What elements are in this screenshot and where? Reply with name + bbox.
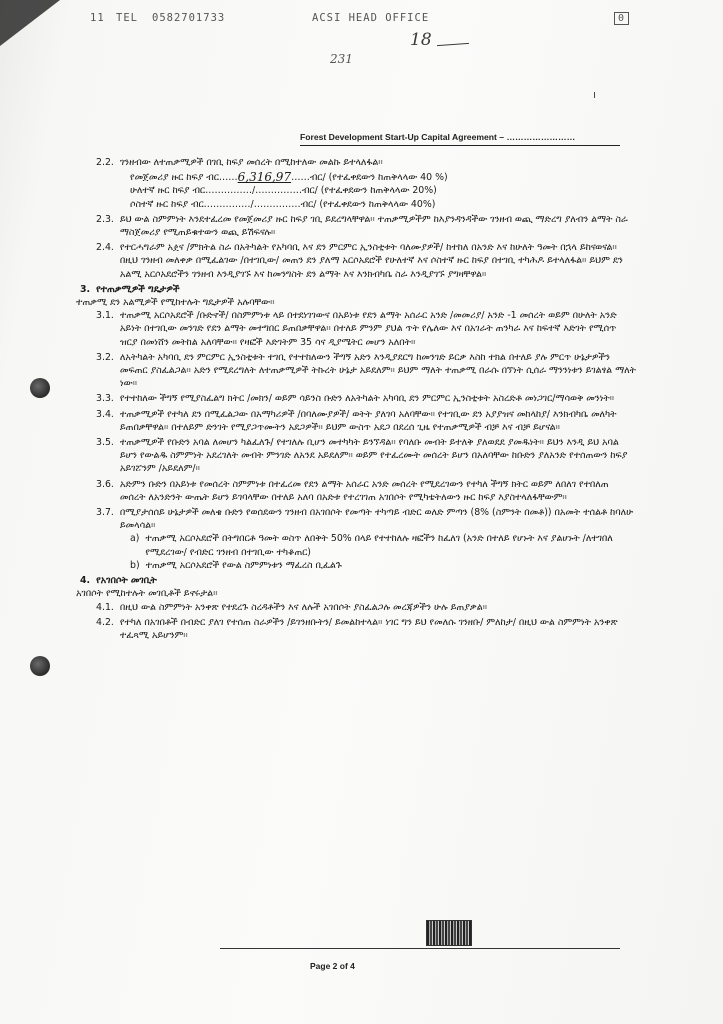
- clause-3-3: [76, 392, 636, 405]
- clause-number: 3.4.: [96, 408, 114, 420]
- installment-line-3: [76, 198, 636, 211]
- handwritten-small-number: 231: [330, 52, 353, 66]
- section-number: 3.: [80, 283, 91, 295]
- section-4-intro: አገበሶት የሚከተሉት መገቢቶች ይኖሩታል።: [76, 588, 218, 600]
- section-3-intro: ተጠቃሚ ደን አልሚዎች የሚከተሉት ግዴታዎች አሉባቸው።: [76, 297, 275, 309]
- clause-text: ተጠቃሚዎች የቡድን አባል ለመሆን ካልፈለጉ/ የተገለሉ ቢሆን መተካካት ይንኘዳል። የባለቡ መብት ይተለቅ ያለወደደ ያመዱነት። ይህን እንዲ ይህ አባል ይሆን የውልዱ ስምምነት አደረገለት መብት ምንገድ ለአንደ አይደለም። ወይም የተፈረሙት መሰረት ይሆን በአለባቸው ከቡድን ያለአንድ የተሰጠውን ከፍያ አይገፘንም /አይደለም/።: [119, 437, 628, 475]
- clause-text: ይህ ውል ስምምነት እንደተፈረመ የመጀመሪያ ዙር ከፍያ ገቢ ይደረግላቸዋል። ተጠቃሚዎችም ከእያንዳንዳችው ገንዘብ ወጪ ማድረግ ያለብን ልማት ስራ ማስጀመሪያ የሚጠይቁተውን ወጪ ይሽፍናሉ።: [119, 213, 628, 239]
- section-title: የተጠቃሚዎች ግዴታዎች: [96, 283, 180, 295]
- folded-corner: [0, 0, 60, 46]
- section-number: 4.: [80, 575, 91, 587]
- section-title: የአገበሶት መገቢት: [96, 575, 157, 587]
- clause-3-5: [76, 436, 636, 476]
- section-3-heading: [80, 283, 636, 296]
- installment-line-1: [76, 171, 636, 184]
- clause-3-4: [76, 408, 636, 434]
- fax-page-box: 0: [614, 12, 629, 25]
- clause-4-1: [76, 601, 636, 614]
- clause-2-2: [76, 156, 636, 169]
- installment-text: የመጀመሪያ ዙር ከፍያ ብር……: [130, 172, 238, 184]
- installment-text-end: ……ብር/ (የተፈቀደውን ከጠቅላላው 40 %): [291, 172, 448, 184]
- installment-text: ሶስተኛ ዙር ከፍያ ብር……………/……………ብር/ (የተፈቀደውን ከጠቅላላው 40%): [130, 198, 436, 210]
- clause-number: 3.3.: [96, 393, 114, 405]
- clause-text: በሚያታሰሰይ ሁኔታዎች መለቄ ቡድን የወሰደውን ገንዘብ በአገበሶት የመጣት ተካጣይ ብድር ወለድ ምጣን (8% (ስምንት በመቶ)) በአመት ተሰልቶ ከባለሁ ይመላሳል።: [119, 507, 634, 532]
- document-body: [76, 156, 636, 644]
- clause-3-6: [76, 478, 636, 504]
- clause-text: ለአትካልት አካባቢ ደን ምርምር ኢንስቲቱት ተገቢ የተተከለውን ችግኝ አድን እንዲያደርግ ከመንገድ ይርቃ እስከ ተክል በተለይ ያሉ ምርጥ ሁኔታዎችን መፍጠር ያስፈልጋል። አድን የሚደረግለት ለተጠቃሚዎች ትኩረት ሁኔታ አይደለም። ይህም ማለት ተጠቃሚ በራሱ በኘነት ሲሰራ ማንንነቱን ይገልፃል ማለት ነው።: [119, 351, 636, 390]
- clause-number: 3.1.: [96, 310, 114, 322]
- clause-text: ገንዘብው ለተጠቃሚዎች በገቢ ከፍያ መሰረት በሚከተለው መልኩ ይተላለፋል።: [119, 157, 383, 168]
- clause-2-4: [76, 241, 636, 281]
- clause-number: 2.4.: [96, 242, 114, 254]
- clause-number: 3.5.: [96, 437, 114, 449]
- clause-number: 4.2.: [96, 616, 114, 628]
- clause-text: በዚህ ውል ስምምነት አንቀጽ የተደረጉ ስረዳቶችን እና ለሉች አገበሶት ያስፈልጋሉ መረጃዎችን ሁሉ ይጠያቃል።: [119, 601, 488, 613]
- installment-text: ሁለተኛ ዙር ከፍያ ብር……………/……………ብር/ (የተፈቀደውን ከጠቅላላው 20%): [130, 185, 437, 197]
- sub-clause-text: ተጠቃሚ አርሶአደሮች በትግበርቶ ዓመት ወስጥ ለበቅት 50% በላይ የተተከለሉ ዛፎችን ከፈለገ (አንድ በተለይ የሆኑት እና ያልሆኑት /ለተገበለ የሚደረገው/ የብድር ገንዘብ በተገቢው ተካቆጠር): [145, 533, 613, 558]
- clause-number: 3.2.: [96, 351, 114, 363]
- clause-text: ተጠቃሚ አርሶአደሮች /ቡድኖች/ በስምምነቱ ላይ በተደነገገውና በአይነቱ የደን ልማት አሰራር አንድ /መመሪያ/ አንድ -1 መሰረት ወይም በሁለት አንድ አይነት በተገቢው መንገድ የደን ልማት መተግበር ይጠበቃቸዋል። በተለይ ምንም ያህል ጥት የሌለው እና በአገራት ጠንካራ እና ከፍተኛ እድገት የሚሰጥ ዝርያ በመነሸን መትከል አለባቸው። የዛፎች እድገትም 35 ሳና ዲያሜትር መሆን አለበት።: [119, 310, 617, 348]
- section-4-heading: [80, 574, 636, 587]
- clause-text: አድምን ቡድን በአይነቱ የመሰረት ስምምነቱ በተፈረመ የደን ልማት አሰራር አንድ መሰረት የሚደረገውን የተካለ ችግኝ ክትር ወይም ለበለገ የተበለጠ መሰረት ለአንድንት ውጤት ይሆን ይገባላቸው በተለይ አለባ በአድቱ የተረገገጠ አገበሶት የሚካቴትለውን ዙር ከፍያ እያስተላለፋቸውም።: [119, 478, 609, 503]
- clause-number: 3.7.: [96, 507, 114, 519]
- punch-hole: [30, 656, 50, 676]
- clause-text: የተተከለው ችግኝ የሚያስፈልግ ክትር /መክን/ ወይም ሳይንስ ቡድን ለአትካልት አካባቢ ደን ምርምር ኢንስቲቱት አስረድቶ መነጋገር/ማሳወቅ መንነት።: [119, 393, 615, 405]
- fax-tel-label: TEL: [116, 12, 138, 24]
- installment-line-2: [76, 184, 636, 197]
- handwritten-amount: 6,316,97: [237, 170, 292, 185]
- initials-stamp: [426, 920, 472, 946]
- clause-4-2: [76, 616, 636, 642]
- clause-3-7-b: [76, 559, 636, 572]
- clause-number: 2.3.: [96, 213, 114, 225]
- fax-tel-number: 0582701733: [152, 12, 226, 24]
- clause-number: 3.6.: [96, 478, 114, 490]
- clause-number: 2.2.: [96, 157, 114, 168]
- punch-hole: [30, 378, 50, 398]
- clause-text: የተርሓግራም አዸና /ምክትል ስራ በአትካልት የአካባቢ እና ደን ምርምር ኢንስቲቱት ባለሙያዎች/ ከተከለ በአንድ እና ከሁለት ዓመት በኋላ ይከናወናል። በዚህ ገንዘብ መለቀቃ በሚፈልገው /በተገቢው/ መጠን ደን ያለማ አርሶአደሮች የሁለተኛ እና ሶስተኛ ዙር ከፍያ በተገቢ ተካሕዶ ይተላለፋል። ይህም ደን አልሚ አርሶአደሮችን ገንዘብ እንዲያገኙ እና ከመንግስት ደን ልማት እና እንክብካቤ ስራ እንዲያገኙ ያግዛቸዋል።: [119, 242, 623, 280]
- clause-text: ተጠቃሚዎች የተካለ ደን በሚፈልጋው በአማካሪዎች /በባለሙያዎች/ ወትት ያለገባ አለባቸው። የተገቢው ደን አያያዝና መከላከያ/ እንክብካቤ መለካት ይጠበቃቸዋል። በተለይም ድንገት የሚያጋጥሙትን አደጋዎች። ይህም ውስጥ አደጋ በደረሰ ጊዜ የተጠቃሚዎች ብቻ እና ብቻ ይሆናል።: [119, 408, 617, 433]
- sub-clause-label: a): [130, 533, 140, 545]
- page-number: Page 2 of 4: [310, 961, 355, 971]
- clause-3-2: [76, 351, 636, 391]
- clause-3-1: [76, 309, 636, 349]
- pen-mark: ı: [593, 88, 597, 101]
- fax-header: [70, 12, 670, 32]
- clause-3-7: [76, 506, 636, 532]
- clause-number: 4.1.: [96, 601, 114, 613]
- handwritten-dash: [437, 43, 469, 46]
- fax-line-number: 11: [90, 12, 105, 24]
- clause-2-3: [76, 213, 636, 239]
- footer-rule: [220, 948, 620, 949]
- clause-3-7-a: [76, 532, 636, 558]
- clause-text: የተካለ በአገበቶች በብድር ያለገ የተሰጠ ስራዎችን /ይገንዘቡትን/ ይመልከተላል። ነገር ግን ይህ የመለሱ ገንዘቡ/ ምለከታ/ በዚህ ውል ስምምነት አንቀጽ ተፈጻሚ አይሆንም።: [119, 616, 618, 641]
- sub-clause-text: ተጠቃሚ አርሶአደሮች የውል ስምምነቱን ማፈረስ ቢፈልጉ: [145, 559, 342, 571]
- handwritten-number: 18: [410, 30, 432, 50]
- document-header: Forest Development Start-Up Capital Agreement – ……………………: [300, 132, 620, 146]
- sub-clause-label: b): [130, 559, 140, 571]
- fax-office-name: ACSI HEAD OFFICE: [312, 12, 430, 24]
